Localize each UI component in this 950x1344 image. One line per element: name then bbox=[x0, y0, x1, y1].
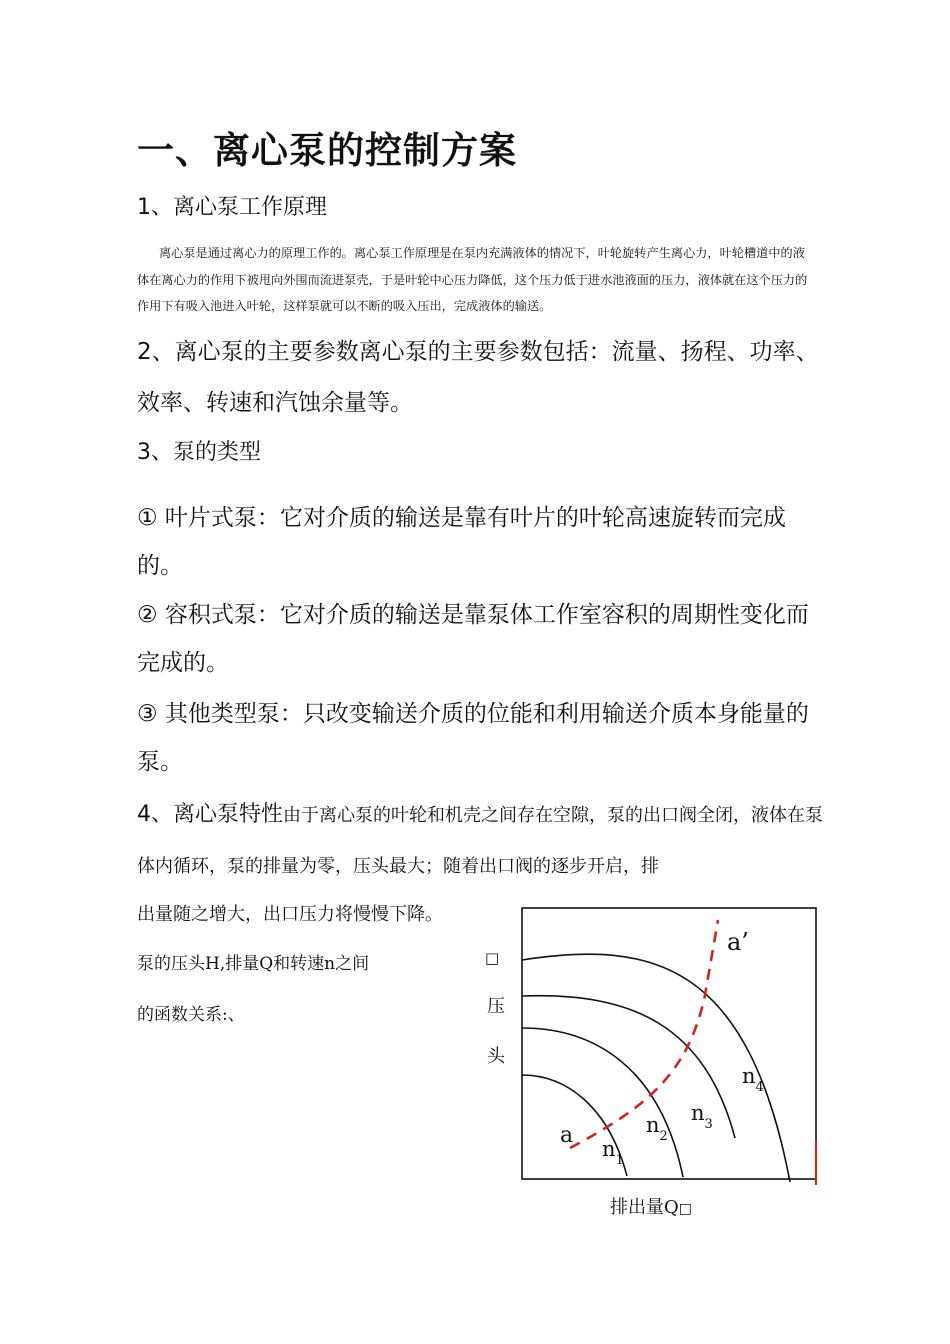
y-axis-box-glyph: □ bbox=[485, 949, 500, 967]
page-title: 一、离心泵的控制方案 bbox=[137, 129, 517, 172]
label-n3: $n_3$ bbox=[691, 1101, 713, 1132]
label-n2: $n_2$ bbox=[646, 1113, 668, 1144]
label-n1: $n_1$ bbox=[602, 1137, 624, 1168]
y-axis-label-char: 压 bbox=[487, 996, 505, 1017]
section-4-body: 由于离心泵的叶轮和机壳之间存在空隙，泵的出口阀全闭，液体在泵体内循环，泵的排量为零，压头最大；随着出口阀的逐步开启，排 bbox=[137, 805, 823, 877]
section-4-heading: 4、离心泵特性 bbox=[137, 802, 283, 827]
pump-type-item: ① 叶片式泵：它对介质的输送是靠有叶片的叶轮高速旋转而完成的。 bbox=[137, 505, 786, 579]
function-relation-text: 泵的压头H,排量Q和转速n之间 bbox=[137, 954, 370, 974]
function-relation-text: 的函数关系:、 bbox=[137, 1005, 245, 1025]
label-a-prime: a’ bbox=[727, 928, 749, 956]
pump-type-item: ③ 其他类型泵：只改变输送介质的位能和利用输送介质本身能量的泵。 bbox=[137, 701, 809, 775]
y-axis-label-char: 头 bbox=[487, 1046, 505, 1067]
section-3-heading: 3、泵的类型 bbox=[137, 440, 261, 465]
label-n4: $n_4$ bbox=[742, 1064, 764, 1095]
section-1-heading: 1、离心泵工作原理 bbox=[137, 195, 327, 220]
label-a: a bbox=[560, 1123, 574, 1148]
section-1-body: 离心泵是通过离心力的原理工作的。离心泵工作原理是在泵内充满液体的情况下，叶轮旋转产生离心力，叶轮槽道中的液体在离心力的作用下被甩向外围而流进泵壳，于是叶轮中心压力降低，这个压力低于进水池液面的压力，液体就在这个压力的作用下有吸入池进入叶轮，这样泵就可以不断的吸入压出，完成液体的输送。 bbox=[137, 246, 808, 313]
pump-type-item: ② 容积式泵：它对介质的输送是靠泵体工作室容积的周期性变化而完成的。 bbox=[137, 602, 809, 676]
section-4-body-continued: 出量随之增大，出口压力将慢慢下降。 bbox=[137, 904, 443, 925]
section-4-paragraph bbox=[137, 790, 827, 893]
pump-characteristic-chart bbox=[480, 900, 830, 1230]
section-2-text: 2、离心泵的主要参数离心泵的主要参数包括：流量、扬程、功率、效率、转速和汽蚀余量等。 bbox=[137, 339, 819, 416]
x-axis-label: 排出量Q□ bbox=[610, 1197, 692, 1218]
